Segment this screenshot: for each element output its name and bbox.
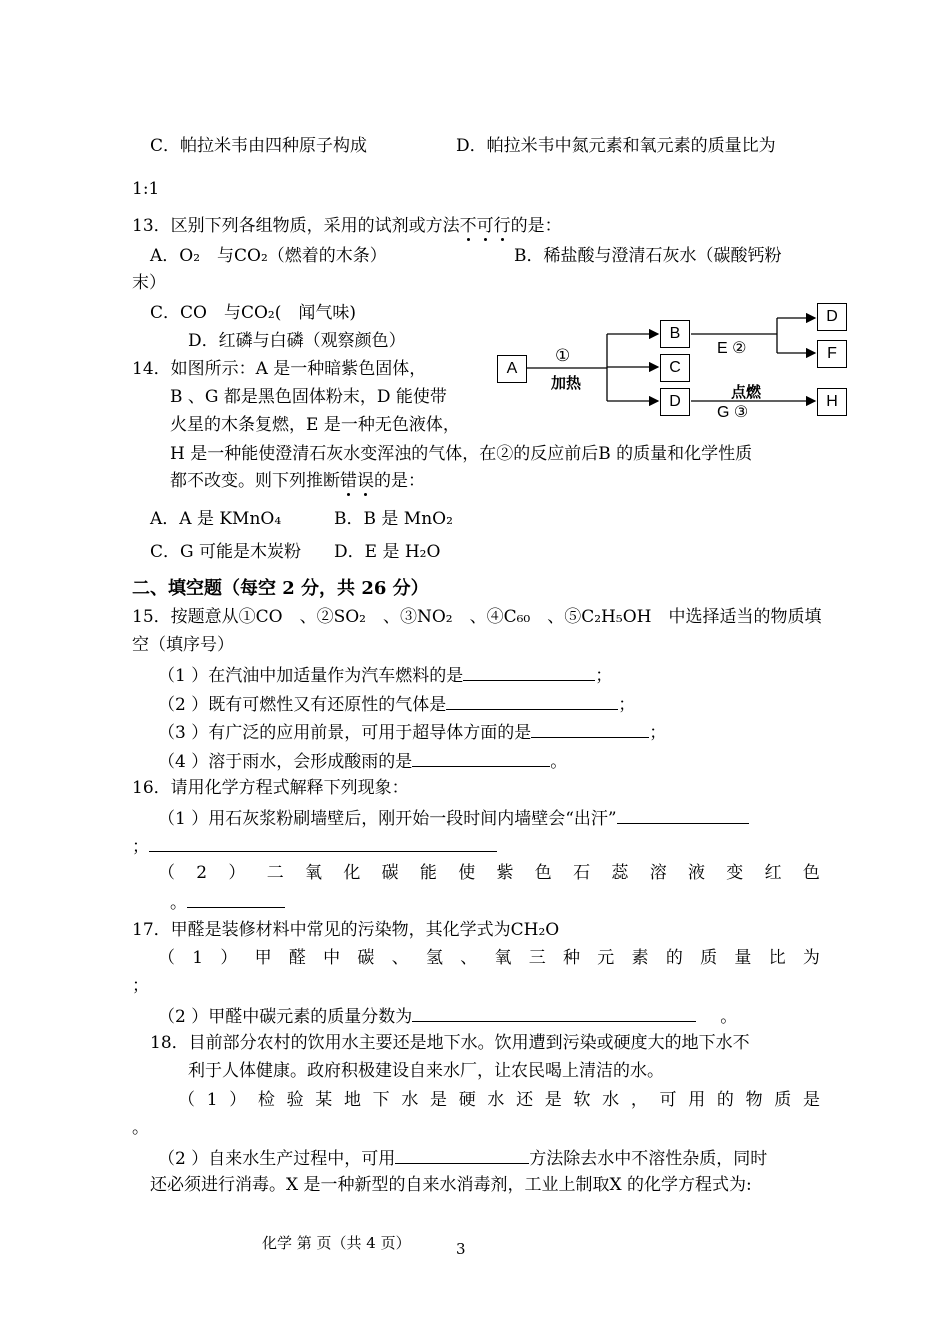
arrow-3-condition: 点燃	[731, 384, 762, 401]
q18-item-2-continued: 还必须进行消毒。X 是一种新型的自来水消毒剂，工业上制取X 的化学方程式为:	[150, 1175, 752, 1195]
q15-item-3: （3 ）有广泛的应用前景，可用于超导体方面的是 ；	[158, 720, 666, 744]
q12-option-d-continued: 1:1	[132, 179, 160, 199]
q14-option-b: B．B 是 MnO₂	[334, 509, 453, 529]
arrow-1-condition: 加热	[551, 375, 582, 392]
section-2-title: 二、填空题（每空 2 分，共 26 分）	[132, 578, 429, 599]
q15-item-1: （1 ）在汽油中加适量作为汽车燃料的是 ；	[158, 663, 612, 687]
q17-item-1-end: ；	[132, 976, 149, 996]
q17-item-2: （2 ）甲醛中碳元素的质量分数为 。	[158, 1004, 737, 1028]
diagram-box-a: A	[497, 355, 527, 383]
q13-stem: 13．区别下列各组物质，采用的试剂或方法不可行的是：	[132, 216, 562, 236]
q13-option-c: C．CO 与CO₂( 闻气味)	[150, 303, 356, 323]
q13-option-b: B．稀盐酸与澄清石灰水（碳酸钙粉	[514, 246, 782, 266]
q15-stem: 15．按题意从①CO 、②SO₂ 、③NO₂ 、④C₆₀ 、⑤C₂H₅OH 中选择适当的物质填	[132, 607, 822, 627]
q18-item-1-end: 。	[132, 1118, 149, 1138]
q14-line-3: 火星的木条复燃，E 是一种无色液体，	[170, 415, 460, 435]
diagram-box-f: F	[817, 340, 847, 368]
q18-stem-line-2: 利于人体健康。政府积极建设自来水厂，让农民喝上清洁的水。	[188, 1061, 664, 1081]
q14-option-a: A．A 是 KMnO₄	[150, 509, 282, 529]
diagram-box-d: D	[660, 388, 690, 416]
diagram-box-c: C	[660, 354, 690, 382]
q13-option-a: A．O₂ 与CO₂（燃着的木条）	[150, 246, 387, 266]
q13-option-d: D．红磷与白磷（观察颜色）	[188, 331, 406, 351]
q14-option-d: D．E 是 H₂O	[334, 542, 441, 562]
arrow-2-label: E ②	[717, 340, 747, 357]
q16-stem: 16．请用化学方程式解释下列现象：	[132, 778, 409, 798]
answer-blank[interactable]	[149, 834, 497, 852]
q16-item-1-continued: ；	[132, 834, 497, 858]
q14-line-4: H 是一种能使澄清石灰水变浑浊的气体，在②的反应前后B 的质量和化学性质	[170, 444, 753, 464]
footer-page-info: 化学 第 页（共 4 页）	[262, 1234, 411, 1252]
answer-blank[interactable]	[412, 749, 550, 767]
q15-item-4: （4 ）溶于雨水，会形成酸雨的是 。	[158, 749, 567, 773]
q13-option-b-continued: 末）	[132, 273, 166, 293]
diagram-box-h: H	[817, 388, 847, 416]
q16-item-1: （1 ）用石灰浆粉刷墙壁后，刚开始一段时间内墙壁会“出汗”	[158, 806, 749, 830]
q18-item-1: （ 1 ） 检 验 某 地 下 水 是 硬 水 还 是 软 水 ， 可 用 的 物 质 是	[178, 1090, 820, 1110]
q18-stem-line-1: 18．目前部分农村的饮用水主要还是地下水。饮用遭到污染或硬度大的地下水不	[150, 1033, 750, 1053]
diagram-box-b: B	[660, 320, 690, 348]
arrow-1-number: ①	[555, 346, 571, 365]
answer-blank[interactable]	[395, 1146, 529, 1164]
q14-option-c: C．G 可能是木炭粉	[150, 542, 301, 562]
footer-page-number: 3	[456, 1240, 466, 1258]
answer-blank[interactable]	[187, 890, 285, 908]
q15-stem-continued: 空（填序号）	[132, 635, 234, 655]
q14-line-2: B 、G 都是黑色固体粉末，D 能使带	[170, 387, 447, 407]
q18-item-2: （2 ）自来水生产过程中，可用 方法除去水中不溶性杂质，同时	[158, 1146, 767, 1170]
answer-blank[interactable]	[446, 692, 618, 710]
answer-blank[interactable]	[412, 1004, 696, 1022]
q16-item-2-continued: 。	[170, 890, 285, 914]
q14-line-1: 14．如图所示：A 是一种暗紫色固体，	[132, 359, 427, 379]
answer-blank[interactable]	[531, 720, 649, 738]
q12-option-c: C．帕拉米韦由四种原子构成	[150, 136, 368, 156]
q14-line-5: 都不改变。则下列推断错误的是：	[170, 471, 425, 491]
answer-blank[interactable]	[463, 663, 595, 681]
q16-item-2: （ 2 ） 二 氧 化 碳 能 使 紫 色 石 蕊 溶 液 变 红 色	[158, 863, 820, 883]
q15-item-2: （2 ）既有可燃性又有还原性的气体是 ；	[158, 692, 635, 716]
answer-blank[interactable]	[617, 806, 749, 824]
q17-item-1: （ 1 ） 甲 醛 中 碳 、 氢 、 氧 三 种 元 素 的 质 量 比 为	[158, 948, 820, 968]
q17-stem: 17．甲醛是装修材料中常见的污染物，其化学式为CH₂O	[132, 920, 560, 940]
diagram-box-d-product: D	[817, 303, 847, 331]
arrow-3-label: G ③	[717, 404, 749, 421]
q12-option-d: D．帕拉米韦中氮元素和氧元素的质量比为	[456, 136, 776, 156]
